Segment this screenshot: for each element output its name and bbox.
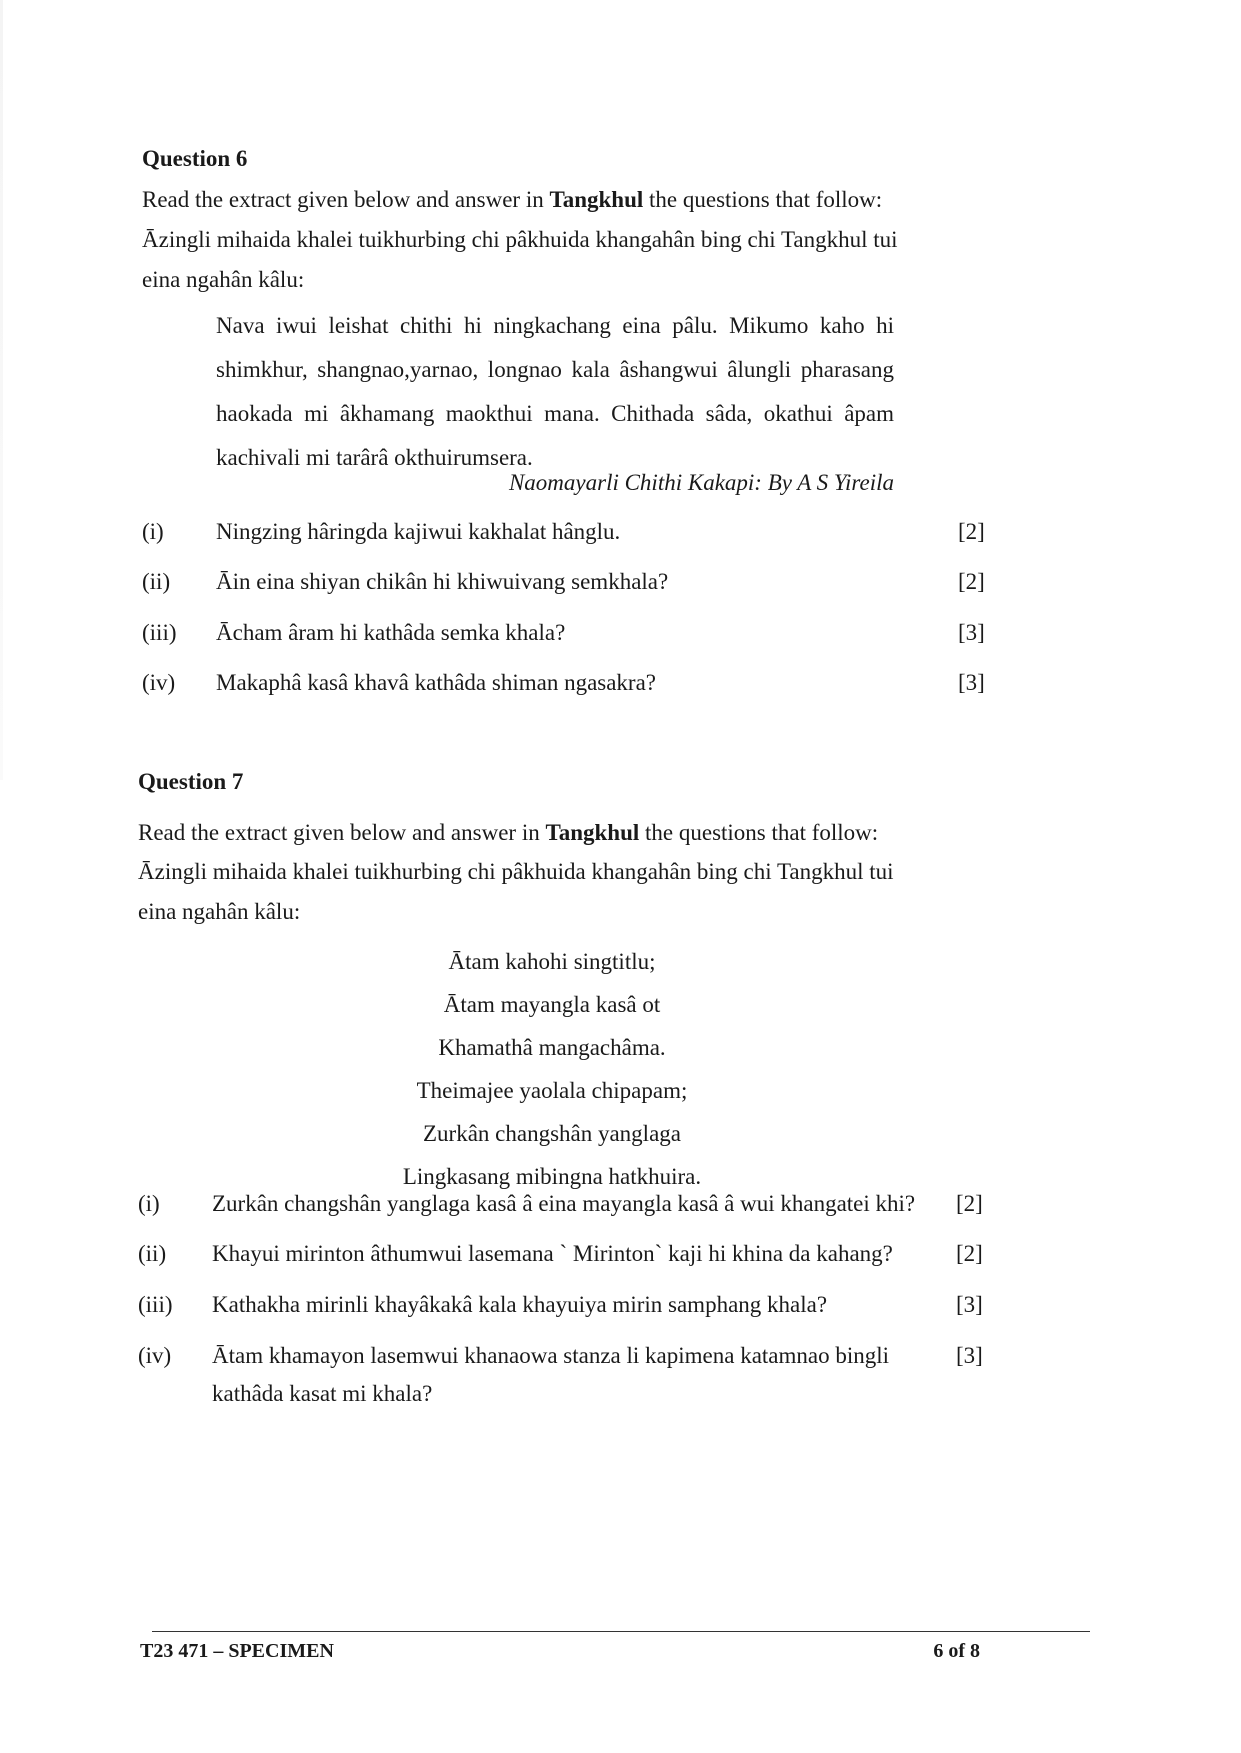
q6-item-number: (i) xyxy=(142,519,164,544)
question-7-subinstruction-line1: Āzingli mihaida khalei tuikhurbing chi pâkhuida khangahân bing chi Tangkhul tui xyxy=(138,859,894,884)
q7-item-marks: [2] xyxy=(956,1241,983,1266)
q6-item-text: Ningzing hâringda kajiwui kakhalat hânglu. xyxy=(216,519,621,544)
poem-line: Lingkasang mibingna hatkhuira. xyxy=(402,1164,702,1189)
footer-page-number: 6 of 8 xyxy=(933,1640,980,1662)
question-6-instruction xyxy=(142,186,882,214)
poem-line: Ātam mayangla kasâ ot xyxy=(443,992,661,1017)
footer-divider xyxy=(152,1631,1090,1632)
extract-line: haokada mi âkhamang maokthui mana. Chithada sâda, okathui âpam xyxy=(216,401,894,426)
footer-paper-code: T23 471 – SPECIMEN xyxy=(140,1640,334,1662)
instruction-pre: Read the extract given below and answer in xyxy=(142,187,550,212)
instruction-language: Tangkhul xyxy=(545,820,640,845)
q6-item-number: (ii) xyxy=(142,569,171,594)
question-6-citation: Naomayarli Chithi Kakapi: By A S Yireila xyxy=(508,470,894,495)
q7-item-number: (iv) xyxy=(138,1343,172,1368)
q7-item-text: Ātam khamayon lasemwui khanaowa stanza li kapimena katamnao bingli xyxy=(212,1343,890,1368)
q7-item-number: (ii) xyxy=(138,1241,167,1266)
question-6-extract xyxy=(216,304,894,480)
q7-item-number: (iii) xyxy=(138,1292,173,1317)
poem-line: Zurkân changshân yanglaga xyxy=(422,1121,681,1146)
scan-edge xyxy=(0,0,3,780)
q7-item-text-continued: kathâda kasat mi khala? xyxy=(212,1381,433,1406)
q7-item-text: Kathakha mirinli khayâkakâ kala khayuiya mirin samphang khala? xyxy=(212,1292,828,1317)
question-7-heading: Question 7 xyxy=(138,769,244,794)
question-6-subinstruction-line1: Āzingli mihaida khalei tuikhurbing chi pâkhuida khangahân bing chi Tangkhul tui xyxy=(142,227,898,252)
instruction-post: the questions that follow: xyxy=(639,820,879,845)
instruction-language: Tangkhul xyxy=(549,187,644,212)
instruction-post: the questions that follow: xyxy=(643,187,883,212)
q7-item-marks: [3] xyxy=(956,1292,983,1317)
question-6-heading: Question 6 xyxy=(142,146,248,171)
extract-line: Nava iwui leishat chithi hi ningkachang eina pâlu. Mikumo kaho hi xyxy=(216,313,894,338)
question-7-subinstruction-line2: eina ngahân kâlu: xyxy=(138,899,301,924)
poem-line: Theimajee yaolala chipapam; xyxy=(416,1078,688,1103)
q6-item-number: (iv) xyxy=(142,670,176,695)
question-7-instruction xyxy=(138,819,878,847)
extract-line: kachivali mi tarârâ okthuirumsera. xyxy=(216,445,533,470)
q6-item-text: Makaphâ kasâ khavâ kathâda shiman ngasakra? xyxy=(216,670,657,695)
q6-item-marks: [2] xyxy=(958,569,985,594)
poem-line: Khamathâ mangachâma. xyxy=(438,1035,666,1060)
q7-item-marks: [3] xyxy=(956,1343,983,1368)
extract-line: shimkhur, shangnao,yarnao, longnao kala âshangwui âlungli pharasang xyxy=(216,357,894,382)
q7-item-number: (i) xyxy=(138,1191,160,1216)
q6-item-text: Ācham âram hi kathâda semka khala? xyxy=(216,620,566,645)
q6-item-number: (iii) xyxy=(142,620,177,645)
poem-line: Ātam kahohi singtitlu; xyxy=(448,949,656,974)
q7-item-marks: [2] xyxy=(956,1191,983,1216)
q6-item-marks: [2] xyxy=(958,519,985,544)
q7-item-text: Khayui mirinton âthumwui lasemana ` Mirinton` kaji hi khina da kahang? xyxy=(212,1241,893,1266)
q6-item-text: Āin eina shiyan chikân hi khiwuivang semkhala? xyxy=(216,569,669,594)
q6-item-marks: [3] xyxy=(958,670,985,695)
instruction-pre: Read the extract given below and answer in xyxy=(138,820,546,845)
question-7-poem xyxy=(312,940,792,1198)
q7-item-text: Zurkân changshân yanglaga kasâ â eina mayangla kasâ â wui khangatei khi? xyxy=(212,1191,916,1216)
question-6-subinstruction-line2: eina ngahân kâlu: xyxy=(142,267,305,292)
q6-item-marks: [3] xyxy=(958,620,985,645)
